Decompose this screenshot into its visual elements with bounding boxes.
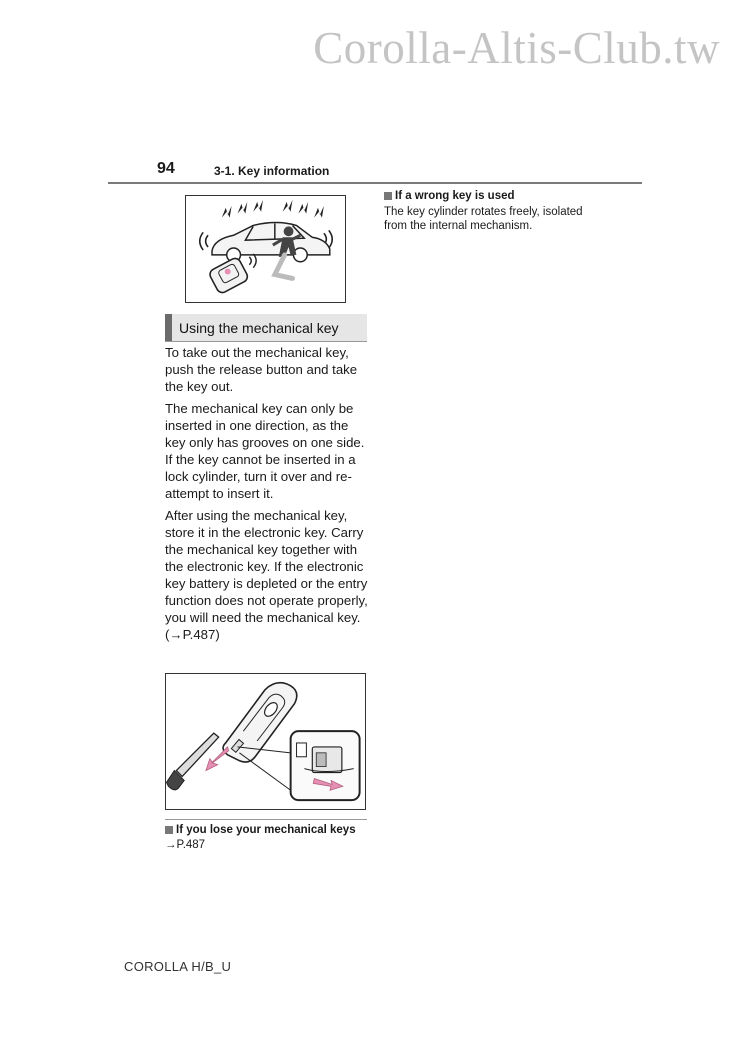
paragraph-after-use-text: After using the mechanical key, store it in the electronic key. Carry the mechanical key together with the electronic key. If the electronic key battery is depleted or the entry function does not operate properly, you will need the mechanical key. bbox=[165, 508, 368, 625]
note-wrong-key-title-text: If a wrong key is used bbox=[395, 190, 515, 202]
subheading: Using the mechanical key bbox=[165, 314, 367, 342]
square-bullet-icon bbox=[384, 192, 392, 200]
footer-model: COROLLA H/B_U bbox=[124, 959, 232, 974]
paragraph-take-out: To take out the mechanical key, push the release button and take the key out. bbox=[165, 345, 358, 394]
watermark: Corolla-Altis-Club.tw bbox=[313, 23, 720, 73]
note-lose-keys-ref[interactable]: →P.487 bbox=[165, 839, 206, 851]
note-lose-keys-title-text: If you lose your mechanical keys bbox=[176, 824, 356, 836]
electronic-key-body-icon bbox=[223, 683, 297, 762]
mechanical-key-drawing bbox=[166, 674, 365, 809]
car-alarm-illustration bbox=[185, 195, 346, 303]
note-lose-keys-title bbox=[165, 824, 367, 837]
square-bullet-icon bbox=[165, 826, 173, 834]
car-alarm-drawing bbox=[186, 196, 345, 302]
header-rule bbox=[108, 182, 642, 184]
paragraph-after-use bbox=[165, 507, 370, 643]
subheading-rule bbox=[165, 341, 367, 342]
car-icon bbox=[212, 223, 330, 262]
section-title: 3-1. Key information bbox=[214, 164, 330, 178]
note-wrong-key bbox=[384, 190, 594, 233]
electronic-key-icon bbox=[208, 256, 249, 294]
page-reference-link[interactable]: (→P.487) bbox=[165, 627, 220, 642]
paragraph-insert-direction: The mechanical key can only be inserted in one direction, as the key only has grooves on one side. If the key cannot be inserted in a lock cylinder, turn it over and re-attempt to insert it. bbox=[165, 401, 365, 501]
release-button-detail bbox=[291, 731, 360, 800]
note-wrong-key-title bbox=[384, 190, 594, 203]
body-text bbox=[165, 344, 370, 648]
page-number: 94 bbox=[157, 160, 175, 177]
note-lose-keys bbox=[165, 819, 367, 851]
note-wrong-key-text: The key cylinder rotates freely, isolated from the internal mechanism. bbox=[384, 206, 583, 232]
key-signal-icon bbox=[249, 254, 256, 268]
alarm-lightning-icon bbox=[222, 200, 324, 218]
mechanical-key-illustration bbox=[165, 673, 366, 810]
note-rule bbox=[165, 819, 367, 820]
pull-arrow-icon bbox=[206, 747, 229, 771]
